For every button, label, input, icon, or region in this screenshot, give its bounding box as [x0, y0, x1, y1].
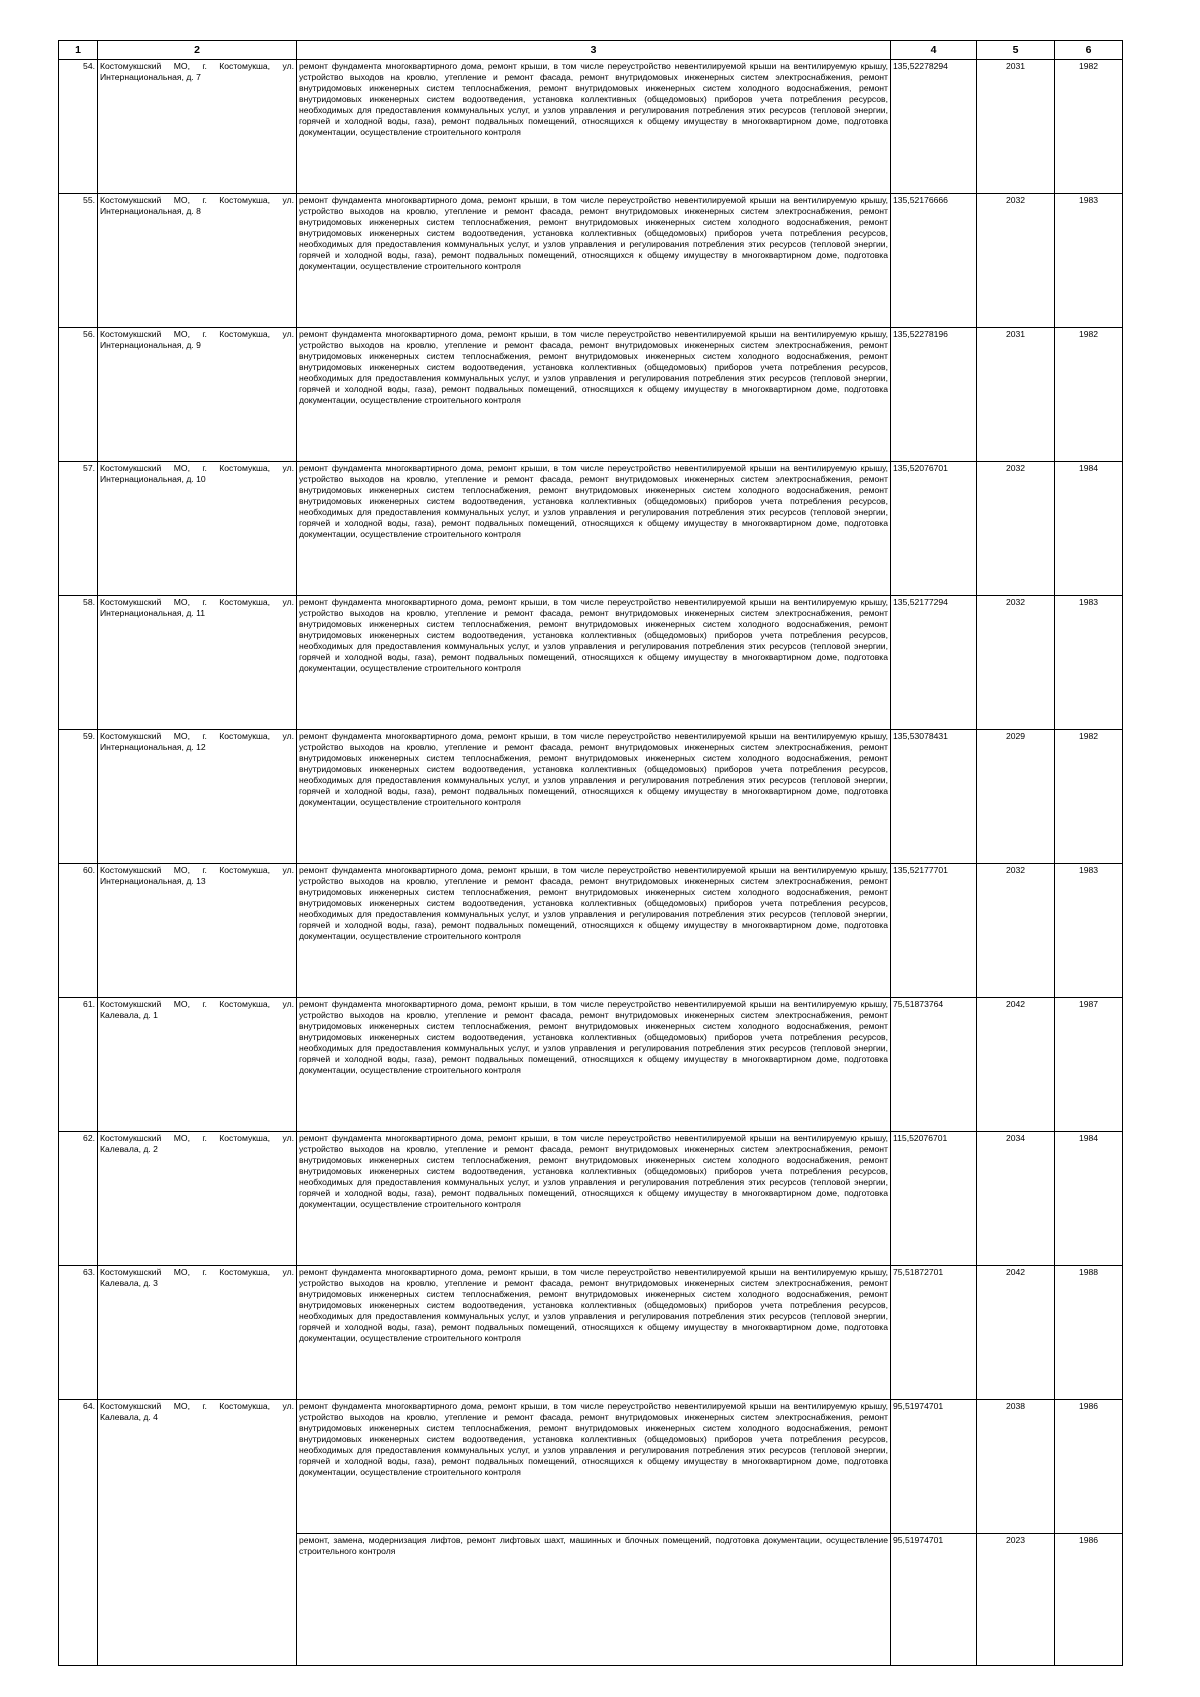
column-header-3: 3	[297, 41, 891, 60]
planned-year-cell: 2042	[977, 1266, 1055, 1400]
value-cell: 135,52076701	[891, 462, 977, 596]
built-year-cell: 1982	[1055, 730, 1123, 864]
row-number: 56.	[59, 328, 98, 462]
value-cell: 75,51872701	[891, 1266, 977, 1400]
address-cell: Костомукшский МО, г. Костомукша, ул. Калевала, д. 4	[98, 1400, 297, 1666]
table-row	[59, 328, 1123, 462]
column-header-1: 1	[59, 41, 98, 60]
planned-year-cell: 2032	[977, 864, 1055, 998]
address-cell: Костомукшский МО, г. Костомукша, ул. Интернациональная, д. 8	[98, 194, 297, 328]
built-year-cell: 1983	[1055, 596, 1123, 730]
work-description-cell: ремонт фундамента многоквартирного дома, ремонт крыши, в том числе переустройство невентилируемой крыши на вентилируемую крышу, устройство выходов на кровлю, утепление и ремонт фасада, ремонт внутридомовых инженерных систем электроснабжения, ремонт внутридомовых инженерных систем теплоснабжения, ремонт внутридомовых инженерных систем холодного водоснабжения, ремонт внутридомовых инженерных систем водоотведения, установка коллективных (общедомовых) приборов учета потребления ресурсов, необходимых для предоставления коммунальных услуг, и узлов управления и регулирования потребления этих ресурсов (тепловой энергии, горячей и холодной воды, газа), ремонт подвальных помещений, относящихся к общему имуществу в многоквартирном доме, подготовка документации, осуществление строительного контроля	[297, 596, 891, 730]
value-cell: 135,52177701	[891, 864, 977, 998]
row-number: 60.	[59, 864, 98, 998]
header-row	[59, 41, 1123, 60]
table-row	[59, 596, 1123, 730]
table-row	[59, 1400, 1123, 1534]
value-cell: 135,52176666	[891, 194, 977, 328]
work-description-cell: ремонт фундамента многоквартирного дома, ремонт крыши, в том числе переустройство невентилируемой крыши на вентилируемую крышу, устройство выходов на кровлю, утепление и ремонт фасада, ремонт внутридомовых инженерных систем электроснабжения, ремонт внутридомовых инженерных систем теплоснабжения, ремонт внутридомовых инженерных систем холодного водоснабжения, ремонт внутридомовых инженерных систем водоотведения, установка коллективных (общедомовых) приборов учета потребления ресурсов, необходимых для предоставления коммунальных услуг, и узлов управления и регулирования потребления этих ресурсов (тепловой энергии, горячей и холодной воды, газа), ремонт подвальных помещений, относящихся к общему имуществу в многоквартирном доме, подготовка документации, осуществление строительного контроля	[297, 328, 891, 462]
row-number: 61.	[59, 998, 98, 1132]
work-description-cell: ремонт фундамента многоквартирного дома, ремонт крыши, в том числе переустройство невентилируемой крыши на вентилируемую крышу, устройство выходов на кровлю, утепление и ремонт фасада, ремонт внутридомовых инженерных систем электроснабжения, ремонт внутридомовых инженерных систем теплоснабжения, ремонт внутридомовых инженерных систем холодного водоснабжения, ремонт внутридомовых инженерных систем водоотведения, установка коллективных (общедомовых) приборов учета потребления ресурсов, необходимых для предоставления коммунальных услуг, и узлов управления и регулирования потребления этих ресурсов (тепловой энергии, горячей и холодной воды, газа), ремонт подвальных помещений, относящихся к общему имуществу в многоквартирном доме, подготовка документации, осуществление строительного контроля	[297, 730, 891, 864]
lift-built-year-cell: 1986	[1055, 1534, 1123, 1666]
planned-year-cell: 2032	[977, 194, 1055, 328]
address-cell: Костомукшский МО, г. Костомукша, ул. Калевала, д. 2	[98, 1132, 297, 1266]
value-cell: 75,51873764	[891, 998, 977, 1132]
column-header-2: 2	[98, 41, 297, 60]
address-cell: Костомукшский МО, г. Костомукша, ул. Калевала, д. 1	[98, 998, 297, 1132]
planned-year-cell: 2042	[977, 998, 1055, 1132]
row-number: 59.	[59, 730, 98, 864]
built-year-cell: 1983	[1055, 194, 1123, 328]
built-year-cell: 1984	[1055, 462, 1123, 596]
planned-year-cell: 2038	[977, 1400, 1055, 1534]
row-number: 63.	[59, 1266, 98, 1400]
table-row	[59, 1132, 1123, 1266]
address-cell: Костомукшский МО, г. Костомукша, ул. Интернациональная, д. 11	[98, 596, 297, 730]
built-year-cell: 1986	[1055, 1400, 1123, 1534]
capital-repair-table	[58, 40, 1123, 1666]
planned-year-cell: 2031	[977, 328, 1055, 462]
lift-value-cell: 95,51974701	[891, 1534, 977, 1666]
address-cell: Костомукшский МО, г. Костомукша, ул. Калевала, д. 3	[98, 1266, 297, 1400]
work-description-cell: ремонт фундамента многоквартирного дома, ремонт крыши, в том числе переустройство невентилируемой крыши на вентилируемую крышу, устройство выходов на кровлю, утепление и ремонт фасада, ремонт внутридомовых инженерных систем электроснабжения, ремонт внутридомовых инженерных систем теплоснабжения, ремонт внутридомовых инженерных систем холодного водоснабжения, ремонт внутридомовых инженерных систем водоотведения, установка коллективных (общедомовых) приборов учета потребления ресурсов, необходимых для предоставления коммунальных услуг, и узлов управления и регулирования потребления этих ресурсов (тепловой энергии, горячей и холодной воды, газа), ремонт подвальных помещений, относящихся к общему имуществу в многоквартирном доме, подготовка документации, осуществление строительного контроля	[297, 1266, 891, 1400]
value-cell: 115,52076701	[891, 1132, 977, 1266]
column-header-4: 4	[891, 41, 977, 60]
planned-year-cell: 2029	[977, 730, 1055, 864]
value-cell: 135,52278294	[891, 60, 977, 194]
planned-year-cell: 2034	[977, 1132, 1055, 1266]
built-year-cell: 1982	[1055, 328, 1123, 462]
table-row	[59, 864, 1123, 998]
work-description-cell: ремонт фундамента многоквартирного дома, ремонт крыши, в том числе переустройство невентилируемой крыши на вентилируемую крышу, устройство выходов на кровлю, утепление и ремонт фасада, ремонт внутридомовых инженерных систем электроснабжения, ремонт внутридомовых инженерных систем теплоснабжения, ремонт внутридомовых инженерных систем холодного водоснабжения, ремонт внутридомовых инженерных систем водоотведения, установка коллективных (общедомовых) приборов учета потребления ресурсов, необходимых для предоставления коммунальных услуг, и узлов управления и регулирования потребления этих ресурсов (тепловой энергии, горячей и холодной воды, газа), ремонт подвальных помещений, относящихся к общему имуществу в многоквартирном доме, подготовка документации, осуществление строительного контроля	[297, 864, 891, 998]
address-cell: Костомукшский МО, г. Костомукша, ул. Интернациональная, д. 10	[98, 462, 297, 596]
built-year-cell: 1988	[1055, 1266, 1123, 1400]
built-year-cell: 1987	[1055, 998, 1123, 1132]
row-number: 54.	[59, 60, 98, 194]
value-cell: 135,52278196	[891, 328, 977, 462]
table-row	[59, 60, 1123, 194]
table-row	[59, 194, 1123, 328]
built-year-cell: 1982	[1055, 60, 1123, 194]
value-cell: 135,52177294	[891, 596, 977, 730]
row-number: 62.	[59, 1132, 98, 1266]
table-row	[59, 730, 1123, 864]
work-description-cell: ремонт фундамента многоквартирного дома, ремонт крыши, в том числе переустройство невентилируемой крыши на вентилируемую крышу, устройство выходов на кровлю, утепление и ремонт фасада, ремонт внутридомовых инженерных систем электроснабжения, ремонт внутридомовых инженерных систем теплоснабжения, ремонт внутридомовых инженерных систем холодного водоснабжения, ремонт внутридомовых инженерных систем водоотведения, установка коллективных (общедомовых) приборов учета потребления ресурсов, необходимых для предоставления коммунальных услуг, и узлов управления и регулирования потребления этих ресурсов (тепловой энергии, горячей и холодной воды, газа), ремонт подвальных помещений, относящихся к общему имуществу в многоквартирном доме, подготовка документации, осуществление строительного контроля	[297, 60, 891, 194]
value-cell: 135,53078431	[891, 730, 977, 864]
table-row	[59, 998, 1123, 1132]
address-cell: Костомукшский МО, г. Костомукша, ул. Интернациональная, д. 12	[98, 730, 297, 864]
work-description-cell: ремонт фундамента многоквартирного дома, ремонт крыши, в том числе переустройство невентилируемой крыши на вентилируемую крышу, устройство выходов на кровлю, утепление и ремонт фасада, ремонт внутридомовых инженерных систем электроснабжения, ремонт внутридомовых инженерных систем теплоснабжения, ремонт внутридомовых инженерных систем холодного водоснабжения, ремонт внутридомовых инженерных систем водоотведения, установка коллективных (общедомовых) приборов учета потребления ресурсов, необходимых для предоставления коммунальных услуг, и узлов управления и регулирования потребления этих ресурсов (тепловой энергии, горячей и холодной воды, газа), ремонт подвальных помещений, относящихся к общему имуществу в многоквартирном доме, подготовка документации, осуществление строительного контроля	[297, 1132, 891, 1266]
column-header-5: 5	[977, 41, 1055, 60]
table-row	[59, 1266, 1123, 1400]
value-cell: 95,51974701	[891, 1400, 977, 1534]
work-description-cell: ремонт фундамента многоквартирного дома, ремонт крыши, в том числе переустройство невентилируемой крыши на вентилируемую крышу, устройство выходов на кровлю, утепление и ремонт фасада, ремонт внутридомовых инженерных систем электроснабжения, ремонт внутридомовых инженерных систем теплоснабжения, ремонт внутридомовых инженерных систем холодного водоснабжения, ремонт внутридомовых инженерных систем водоотведения, установка коллективных (общедомовых) приборов учета потребления ресурсов, необходимых для предоставления коммунальных услуг, и узлов управления и регулирования потребления этих ресурсов (тепловой энергии, горячей и холодной воды, газа), ремонт подвальных помещений, относящихся к общему имуществу в многоквартирном доме, подготовка документации, осуществление строительного контроля	[297, 1400, 891, 1534]
address-cell: Костомукшский МО, г. Костомукша, ул. Интернациональная, д. 7	[98, 60, 297, 194]
address-cell: Костомукшский МО, г. Костомукша, ул. Интернациональная, д. 9	[98, 328, 297, 462]
column-header-6: 6	[1055, 41, 1123, 60]
row-number: 57.	[59, 462, 98, 596]
lift-planned-year-cell: 2023	[977, 1534, 1055, 1666]
planned-year-cell: 2031	[977, 60, 1055, 194]
row-number: 58.	[59, 596, 98, 730]
row-number: 55.	[59, 194, 98, 328]
row-number: 64.	[59, 1400, 98, 1666]
work-description-cell: ремонт фундамента многоквартирного дома, ремонт крыши, в том числе переустройство невентилируемой крыши на вентилируемую крышу, устройство выходов на кровлю, утепление и ремонт фасада, ремонт внутридомовых инженерных систем электроснабжения, ремонт внутридомовых инженерных систем теплоснабжения, ремонт внутридомовых инженерных систем холодного водоснабжения, ремонт внутридомовых инженерных систем водоотведения, установка коллективных (общедомовых) приборов учета потребления ресурсов, необходимых для предоставления коммунальных услуг, и узлов управления и регулирования потребления этих ресурсов (тепловой энергии, горячей и холодной воды, газа), ремонт подвальных помещений, относящихся к общему имуществу в многоквартирном доме, подготовка документации, осуществление строительного контроля	[297, 462, 891, 596]
work-description-cell: ремонт фундамента многоквартирного дома, ремонт крыши, в том числе переустройство невентилируемой крыши на вентилируемую крышу, устройство выходов на кровлю, утепление и ремонт фасада, ремонт внутридомовых инженерных систем электроснабжения, ремонт внутридомовых инженерных систем теплоснабжения, ремонт внутридомовых инженерных систем холодного водоснабжения, ремонт внутридомовых инженерных систем водоотведения, установка коллективных (общедомовых) приборов учета потребления ресурсов, необходимых для предоставления коммунальных услуг, и узлов управления и регулирования потребления этих ресурсов (тепловой энергии, горячей и холодной воды, газа), ремонт подвальных помещений, относящихся к общему имуществу в многоквартирном доме, подготовка документации, осуществление строительного контроля	[297, 998, 891, 1132]
built-year-cell: 1983	[1055, 864, 1123, 998]
address-cell: Костомукшский МО, г. Костомукша, ул. Интернациональная, д. 13	[98, 864, 297, 998]
table-row	[59, 462, 1123, 596]
built-year-cell: 1984	[1055, 1132, 1123, 1266]
work-description-cell: ремонт фундамента многоквартирного дома, ремонт крыши, в том числе переустройство невентилируемой крыши на вентилируемую крышу, устройство выходов на кровлю, утепление и ремонт фасада, ремонт внутридомовых инженерных систем электроснабжения, ремонт внутридомовых инженерных систем теплоснабжения, ремонт внутридомовых инженерных систем холодного водоснабжения, ремонт внутридомовых инженерных систем водоотведения, установка коллективных (общедомовых) приборов учета потребления ресурсов, необходимых для предоставления коммунальных услуг, и узлов управления и регулирования потребления этих ресурсов (тепловой энергии, горячей и холодной воды, газа), ремонт подвальных помещений, относящихся к общему имуществу в многоквартирном доме, подготовка документации, осуществление строительного контроля	[297, 194, 891, 328]
lift-work-description-cell: ремонт, замена, модернизация лифтов, ремонт лифтовых шахт, машинных и блочных помещений, подготовка документации, осуществление строительного контроля	[297, 1534, 891, 1666]
planned-year-cell: 2032	[977, 462, 1055, 596]
planned-year-cell: 2032	[977, 596, 1055, 730]
